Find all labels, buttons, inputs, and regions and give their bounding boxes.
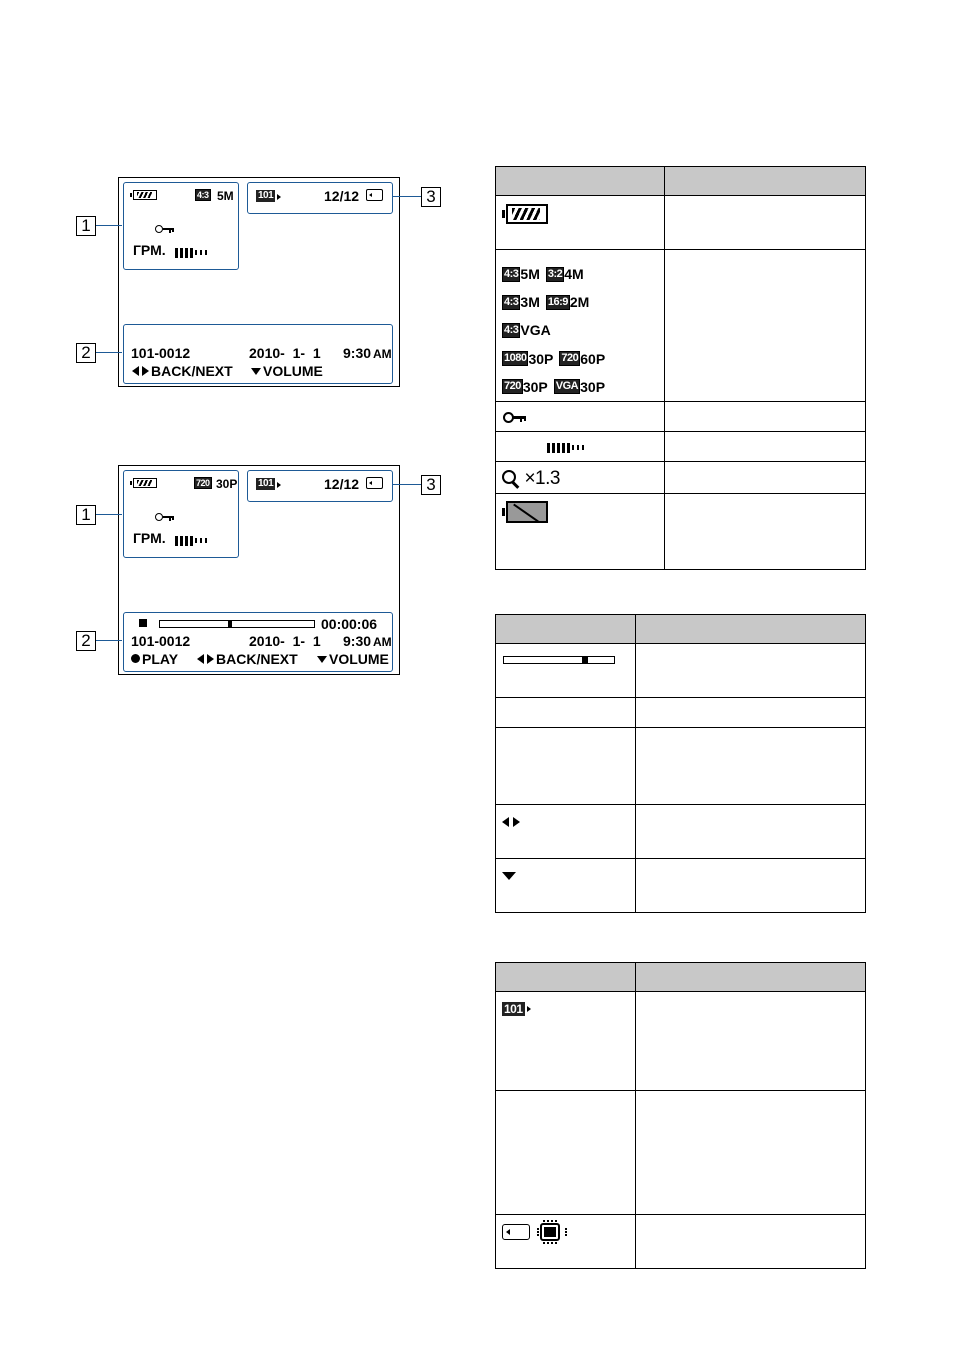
volume-label: ГРМ. (133, 530, 166, 546)
volume-level-icon (175, 244, 210, 262)
memory-card-icon (366, 477, 383, 489)
size-value: 30P (528, 350, 554, 367)
down-arrow-icon (502, 872, 516, 880)
volume-hint: VOLUME (329, 651, 389, 667)
size-badge: 4:3 (504, 295, 519, 308)
memory-card-icon (366, 189, 383, 201)
playback-bar-icon (159, 620, 315, 628)
image-counter: 12/12 (324, 188, 360, 204)
file-number: 101-0012 (131, 345, 191, 361)
battery-empty-icon (506, 501, 548, 523)
size-badge: 720 (504, 380, 521, 393)
recording-date: 2010- 1- 1 (249, 633, 321, 649)
movie-size-badge: 720 (196, 478, 210, 488)
folder-arrow-icon (277, 194, 281, 200)
size-value: 2M (569, 294, 590, 311)
lcd-screen-movie (118, 465, 400, 675)
right-arrow-icon (207, 654, 214, 664)
lcd-screen-still (118, 177, 400, 387)
table-row (496, 1215, 866, 1269)
image-size-value: 5M (217, 189, 234, 203)
recording-date: 2010- 1- 1 (249, 345, 321, 361)
folder-icon: 101 (258, 478, 274, 489)
movie-size-value: 30P (216, 477, 238, 491)
size-badge: 720 (561, 352, 579, 365)
protect-key-icon (503, 412, 527, 422)
nav-label: BACK/NEXT (151, 363, 233, 379)
file-number: 101-0012 (131, 633, 191, 649)
table-row (496, 196, 866, 250)
zoom-scale: ×1.3 (524, 468, 560, 490)
battery-icon (133, 190, 157, 200)
folder-icon: 101 (504, 1001, 523, 1016)
elapsed-time: 00:00:06 (321, 616, 378, 632)
table-indicators-1 (495, 166, 866, 570)
callout-line-2 (96, 352, 122, 353)
table-row (496, 805, 866, 859)
recording-ampm: AM (373, 347, 392, 361)
recording-time: 9:30 (343, 633, 372, 649)
left-arrow-icon (132, 366, 139, 376)
callout-3: 3 (421, 475, 441, 495)
folder-arrow-icon (527, 1006, 531, 1012)
callout-1: 1 (76, 216, 96, 236)
recording-time: 9:30 (343, 345, 372, 361)
callout-2: 2 (76, 631, 96, 651)
callout-line-2 (96, 640, 122, 641)
table-row (496, 462, 866, 494)
right-arrow-icon (142, 366, 149, 376)
volume-level-icon (547, 439, 664, 457)
volume-hint: VOLUME (263, 363, 323, 379)
table-header (496, 615, 866, 644)
table-header (496, 167, 866, 196)
callout-line-1 (96, 225, 122, 226)
play-dot-icon (131, 654, 140, 663)
protect-key-icon (155, 513, 173, 521)
table-row (496, 494, 866, 570)
callout-line-3 (392, 196, 421, 197)
zoom-magnifier-icon (502, 470, 520, 488)
battery-icon (133, 478, 157, 488)
size-value: 30P (522, 378, 548, 395)
volume-level-icon (175, 532, 210, 550)
protect-key-icon (155, 225, 173, 233)
left-arrow-icon (197, 654, 204, 664)
left-right-arrow-icon (502, 813, 520, 830)
battery-icon (506, 204, 548, 224)
playback-bar-icon (503, 656, 615, 664)
callout-line-1 (96, 514, 122, 515)
table-row (496, 728, 866, 805)
callout-3: 3 (421, 187, 441, 207)
table-header (496, 963, 866, 992)
callout-line-3 (392, 484, 421, 485)
size-badge: 16:9 (547, 295, 568, 308)
table-indicators-2 (495, 614, 866, 913)
table-indicators-3 (495, 962, 866, 1269)
size-value: VGA (520, 322, 551, 339)
play-label: PLAY (142, 651, 179, 667)
size-value: 3M (520, 294, 540, 311)
image-counter: 12/12 (324, 476, 360, 492)
size-value: 60P (580, 350, 606, 367)
stop-icon (139, 619, 147, 627)
recording-ampm: AM (373, 635, 392, 649)
callout-1: 1 (76, 505, 96, 525)
size-value: 4M (564, 266, 584, 282)
table-row (496, 859, 866, 913)
folder-icon: 101 (258, 190, 274, 201)
table-row (496, 250, 866, 402)
image-size-badge: 4:3 (197, 190, 209, 200)
table-row (496, 698, 866, 728)
volume-label: ГРМ. (133, 242, 166, 258)
size-badge: 4:3 (504, 323, 519, 336)
table-row (496, 402, 866, 432)
size-badge: 1080 (504, 352, 527, 365)
size-value: 30P (580, 378, 606, 395)
down-arrow-icon (317, 656, 327, 663)
size-badge: 4:3 (504, 267, 519, 280)
size-badge: 3:2 (547, 267, 563, 280)
size-value: 5M (520, 266, 540, 282)
table-row (496, 644, 866, 698)
nav-label: BACK/NEXT (216, 651, 298, 667)
folder-arrow-icon (277, 482, 281, 488)
down-arrow-icon (251, 368, 261, 375)
internal-memory-icon (540, 1223, 560, 1241)
table-row (496, 992, 866, 1091)
memory-card-icon (502, 1224, 530, 1240)
size-badge: VGA (555, 380, 579, 393)
table-row (496, 432, 866, 462)
callout-2: 2 (76, 343, 96, 363)
table-row (496, 1091, 866, 1215)
